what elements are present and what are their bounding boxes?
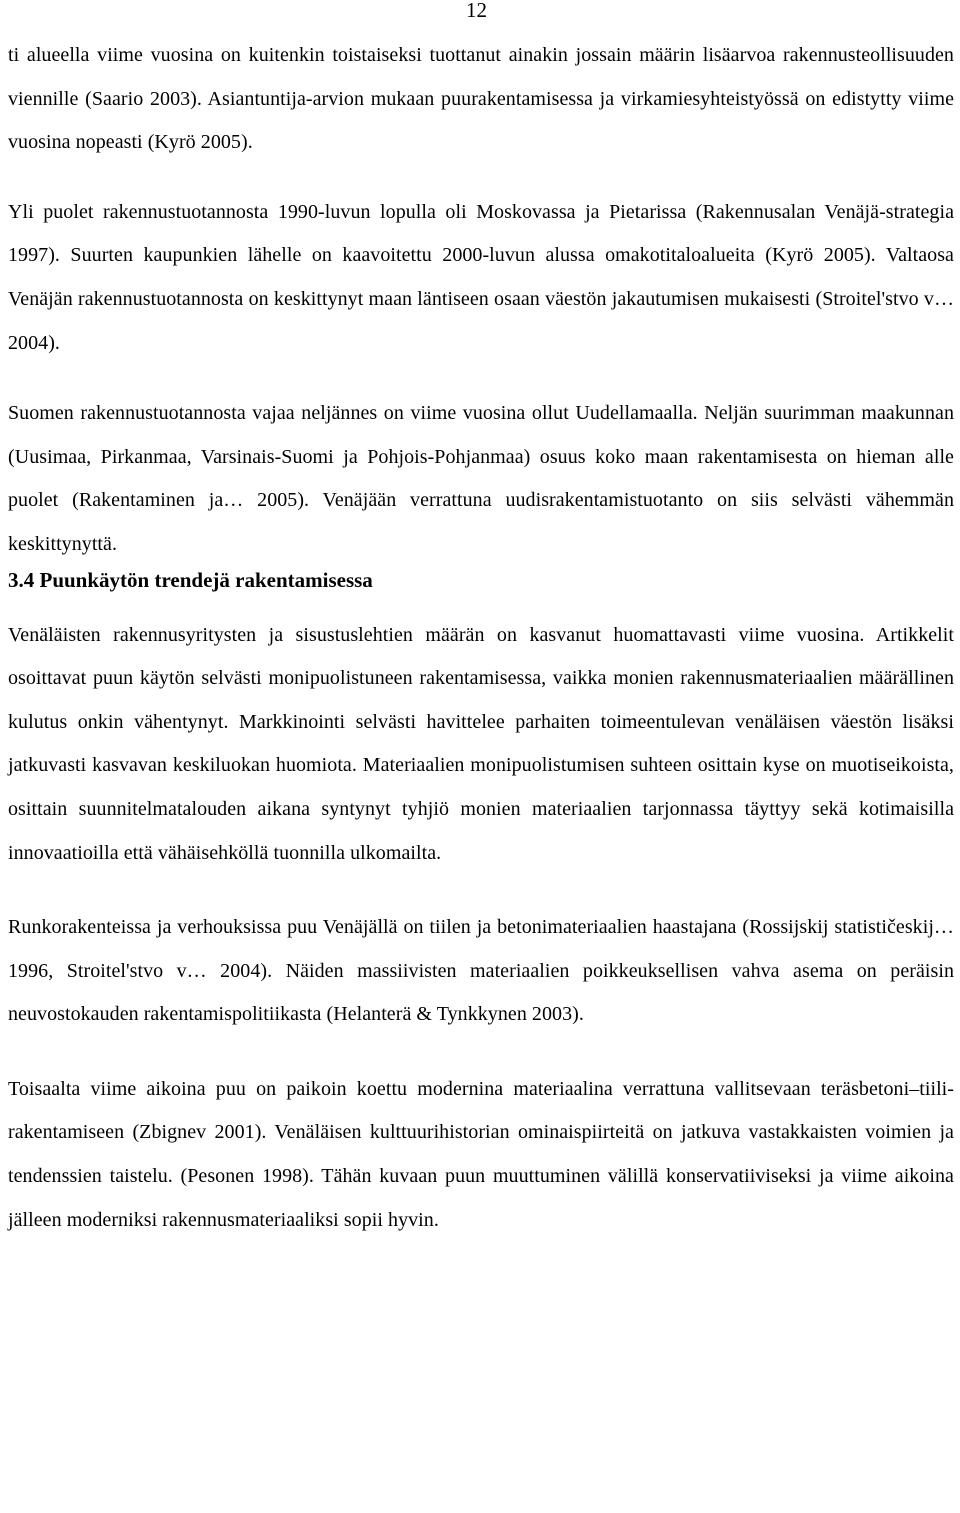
section-heading: 3.4 Puunkäytön trendejä rakentamisessa [8, 567, 373, 592]
paragraph-wood-trends: Venäläisten rakennusyritysten ja sisustuslehtien määrän on kasvanut huomattavasti viime vuosina. Artikkelit osoittavat puun käytön selvästi monipuolistuneen rakentamisessa, vaikka monien rakennusmateriaalien määrällinen kulutus onkin vähentynyt. Markkinointi selvästi havittelee parhaiten toimeentulevan venäläisen väestön lisäksi jatkuvasti kasvavan keskiluokan huomiota. Materiaalien monipuolistumisen suhteen osittain kyse on muotiseikoista, osittain suunnitelmatalouden aikana syntynyt tyhjiö monien materiaalien tarjonnassa täyttyy sekä kotimaisilla innovaatioilla että vähäisehköllä tuonnilla ulkomailta. [8, 623, 954, 864]
document-body [8, 34, 954, 1242]
paragraph-moscow-petersburg: Yli puolet rakennustuotannosta 1990-luvun lopulla oli Moskovassa ja Pietarissa (Rakennusalan Venäjä-strategia 1997). Suurten kaupunkien lähelle on kaavoitettu 2000-luvun alussa omakotitaloalueita (Kyrö 2005). Valtaosa Venäjän rakennustuotannosta on keskittynyt maan läntiseen osaan väestön jakautumisen mukaisesti (Stroitel'stvo v… 2004). [8, 200, 954, 354]
paragraph-modern-material: Toisaalta viime aikoina puu on paikoin koettu modernina materiaalina verrattuna vallitsevaan teräsbetoni–tiili-rakentamiseen (Zbignev 2001). Venäläisen kulttuurihistorian ominaispiirteitä on jatkuva vastakkaisten voimien ja tendenssien taistelu. (Pesonen 1998). Tähän kuvaan puun muuttuminen välillä konservatiiviseksi ja viime aikoina jälleen moderniksi rakennusmateriaaliksi sopii hyvin. [8, 1077, 954, 1231]
paragraph-intro-continuation: ti alueella viime vuosina on kuitenkin toistaiseksi tuottanut ainakin jossain määrin lisäarvoa rakennusteollisuuden viennille (Saario 2003). Asiantuntija-arvion mukaan puurakentamisessa ja virkamiesyhteistyössä on edistytty viime vuosina nopeasti (Kyrö 2005). [8, 44, 954, 154]
paragraph-finland-regions: Suomen rakennustuotannosta vajaa neljännes on viime vuosina ollut Uudellamaalla. Neljän suurimman maakunnan (Uusimaa, Pirkanmaa, Varsinais-Suomi ja Pohjois-Pohjanmaa) osuus koko maan rakentamisesta on hieman alle puolet (Rakentaminen ja… 2005). Venäjään verrattuna uudisrakentamistuotanto on siis selvästi vähemmän keskittynyttä. [8, 402, 954, 555]
paragraph-frame-structures: Runkorakenteissa ja verhouksissa puu Venäjällä on tiilen ja betonimateriaalien haastajana (Rossijskij statističeskij… 1996, Stroitel'stvo v… 2004). Näiden massiivisten materiaalien poikkeuksellisen vahva asema on peräisin neuvostokauden rakentamispolitiikasta (Helanterä & Tynkkynen 2003). [8, 916, 954, 1026]
page-number: 12 [466, 0, 487, 22]
